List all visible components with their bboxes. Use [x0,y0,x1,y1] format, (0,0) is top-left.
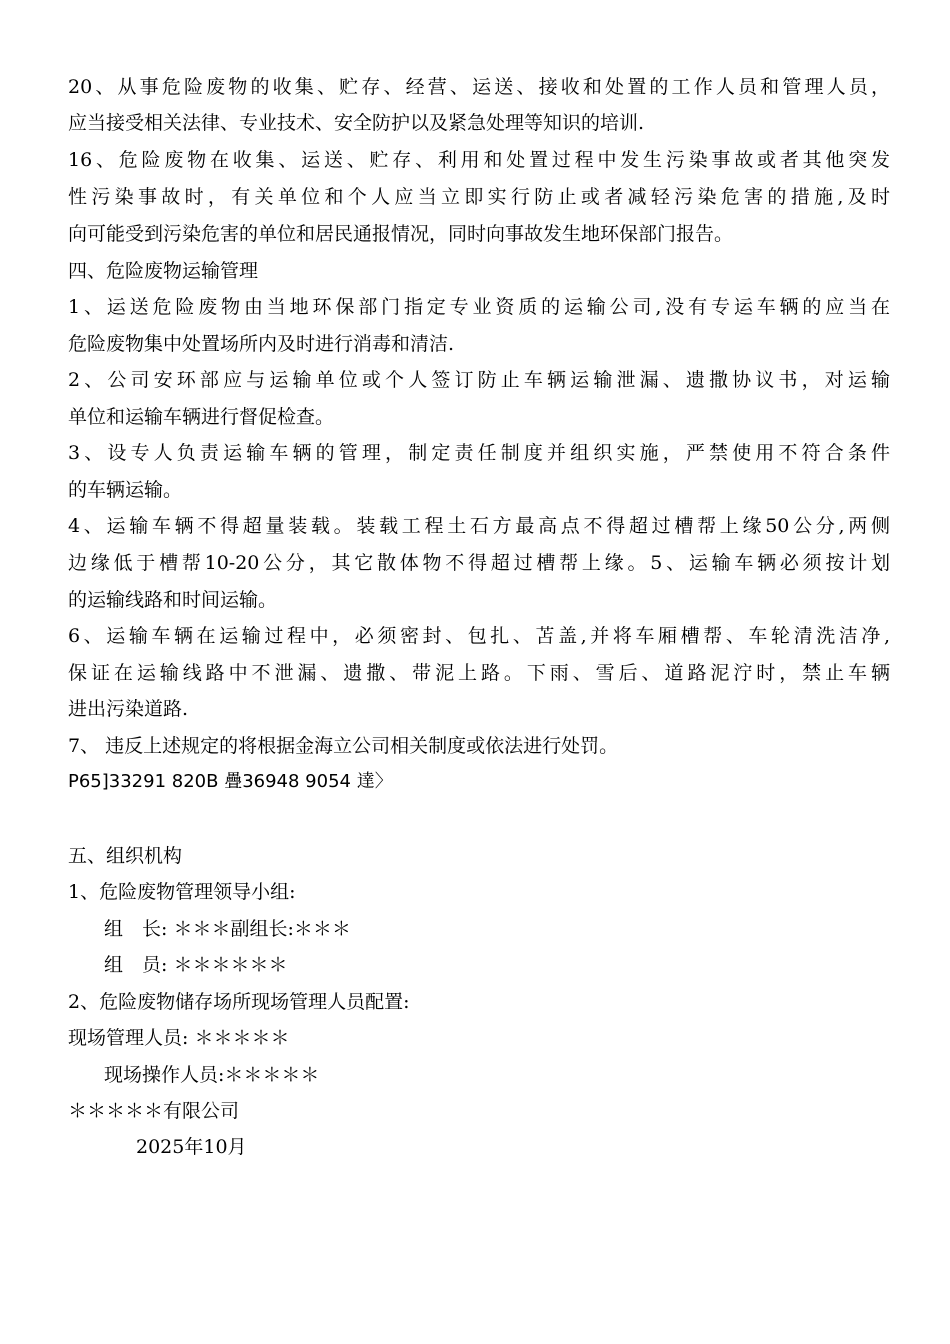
paragraph-line: 应当接受相关法律、专业技术、安全防护以及紧急处理等知识的培训. [68,112,645,134]
paragraph-line: 单位和运输车辆进行督促检查。 [68,406,335,428]
paragraph-line: 边缘低于槽帮10-20公分，其它散体物不得超过槽帮上缘。5、运输车辆必须按计划 [68,552,890,574]
site-operator-line: 现场操作人员:＊＊＊＊＊ [104,1064,320,1086]
paragraph-line: 20、从事危险废物的收集、贮存、经营、运送、接收和处置的工作人员和管理人员， [68,76,890,98]
section-heading: 五、组织机构 [68,845,183,867]
paragraph-line: 危险废物集中处置场所内及时进行消毒和清洁. [68,333,455,355]
paragraph-line: 2、公司安环部应与运输单位或个人签订防止车辆运输泄漏、遗撒协议书，对运输 [68,369,890,391]
paragraph-line: 3、设专人负责运输车辆的管理，制定责任制度并组织实施，严禁使用不符合条件 [68,442,890,464]
site-manager-line: 现场管理人员: ＊＊＊＊＊ [68,1027,290,1049]
member-line: 组 员: ＊＊＊＊＊＊ [104,954,288,976]
paragraph-line: 性污染事故时，有关单位和个人应当立即实行防止或者减轻污染危害的措施,及时 [68,186,890,208]
company-name: ＊＊＊＊＊有限公司 [68,1100,240,1122]
list-item: 1、危险废物管理领导小组: [68,881,296,903]
section-heading: 四、危险废物运输管理 [68,260,259,282]
paragraph-line: 16、危险废物在收集、运送、贮存、利用和处置过程中发生污染事故或者其他突发 [68,149,890,171]
paragraph-line: 1、运送危险废物由当地环保部门指定专业资质的运输公司,没有专运车辆的应当在 [68,296,890,318]
document-date: 2025年10月 [136,1136,247,1158]
paragraph-line: 的车辆运输。 [68,479,183,501]
paragraph-line: 4、运输车辆不得超量装载。装载工程土石方最高点不得超过槽帮上缘50公分,两侧 [68,515,890,537]
garbled-text-line: P65]33291 820B 疊36948 9054 達〉 [68,771,393,792]
leader-line: 组 长: ＊＊＊副组长:＊＊＊ [104,918,351,940]
paragraph-line: 保证在运输线路中不泄漏、遗撒、带泥上路。下雨、雪后、道路泥泞时，禁止车辆 [68,662,890,684]
paragraph-line: 7、 违反上述规定的将根据金海立公司相关制度或依法进行处罚。 [68,735,619,757]
paragraph-line: 6、运输车辆在运输过程中，必须密封、包扎、苫盖,并将车厢槽帮、车轮清洗洁净, [68,625,890,647]
paragraph-line: 向可能受到污染危害的单位和居民通报情况，同时向事故发生地环保部门报告。 [68,223,734,245]
paragraph-line: 的运输线路和时间运输。 [68,589,278,611]
list-item: 2、危险废物储存场所现场管理人员配置: [68,991,410,1013]
paragraph-line: 进出污染道路. [68,698,189,720]
